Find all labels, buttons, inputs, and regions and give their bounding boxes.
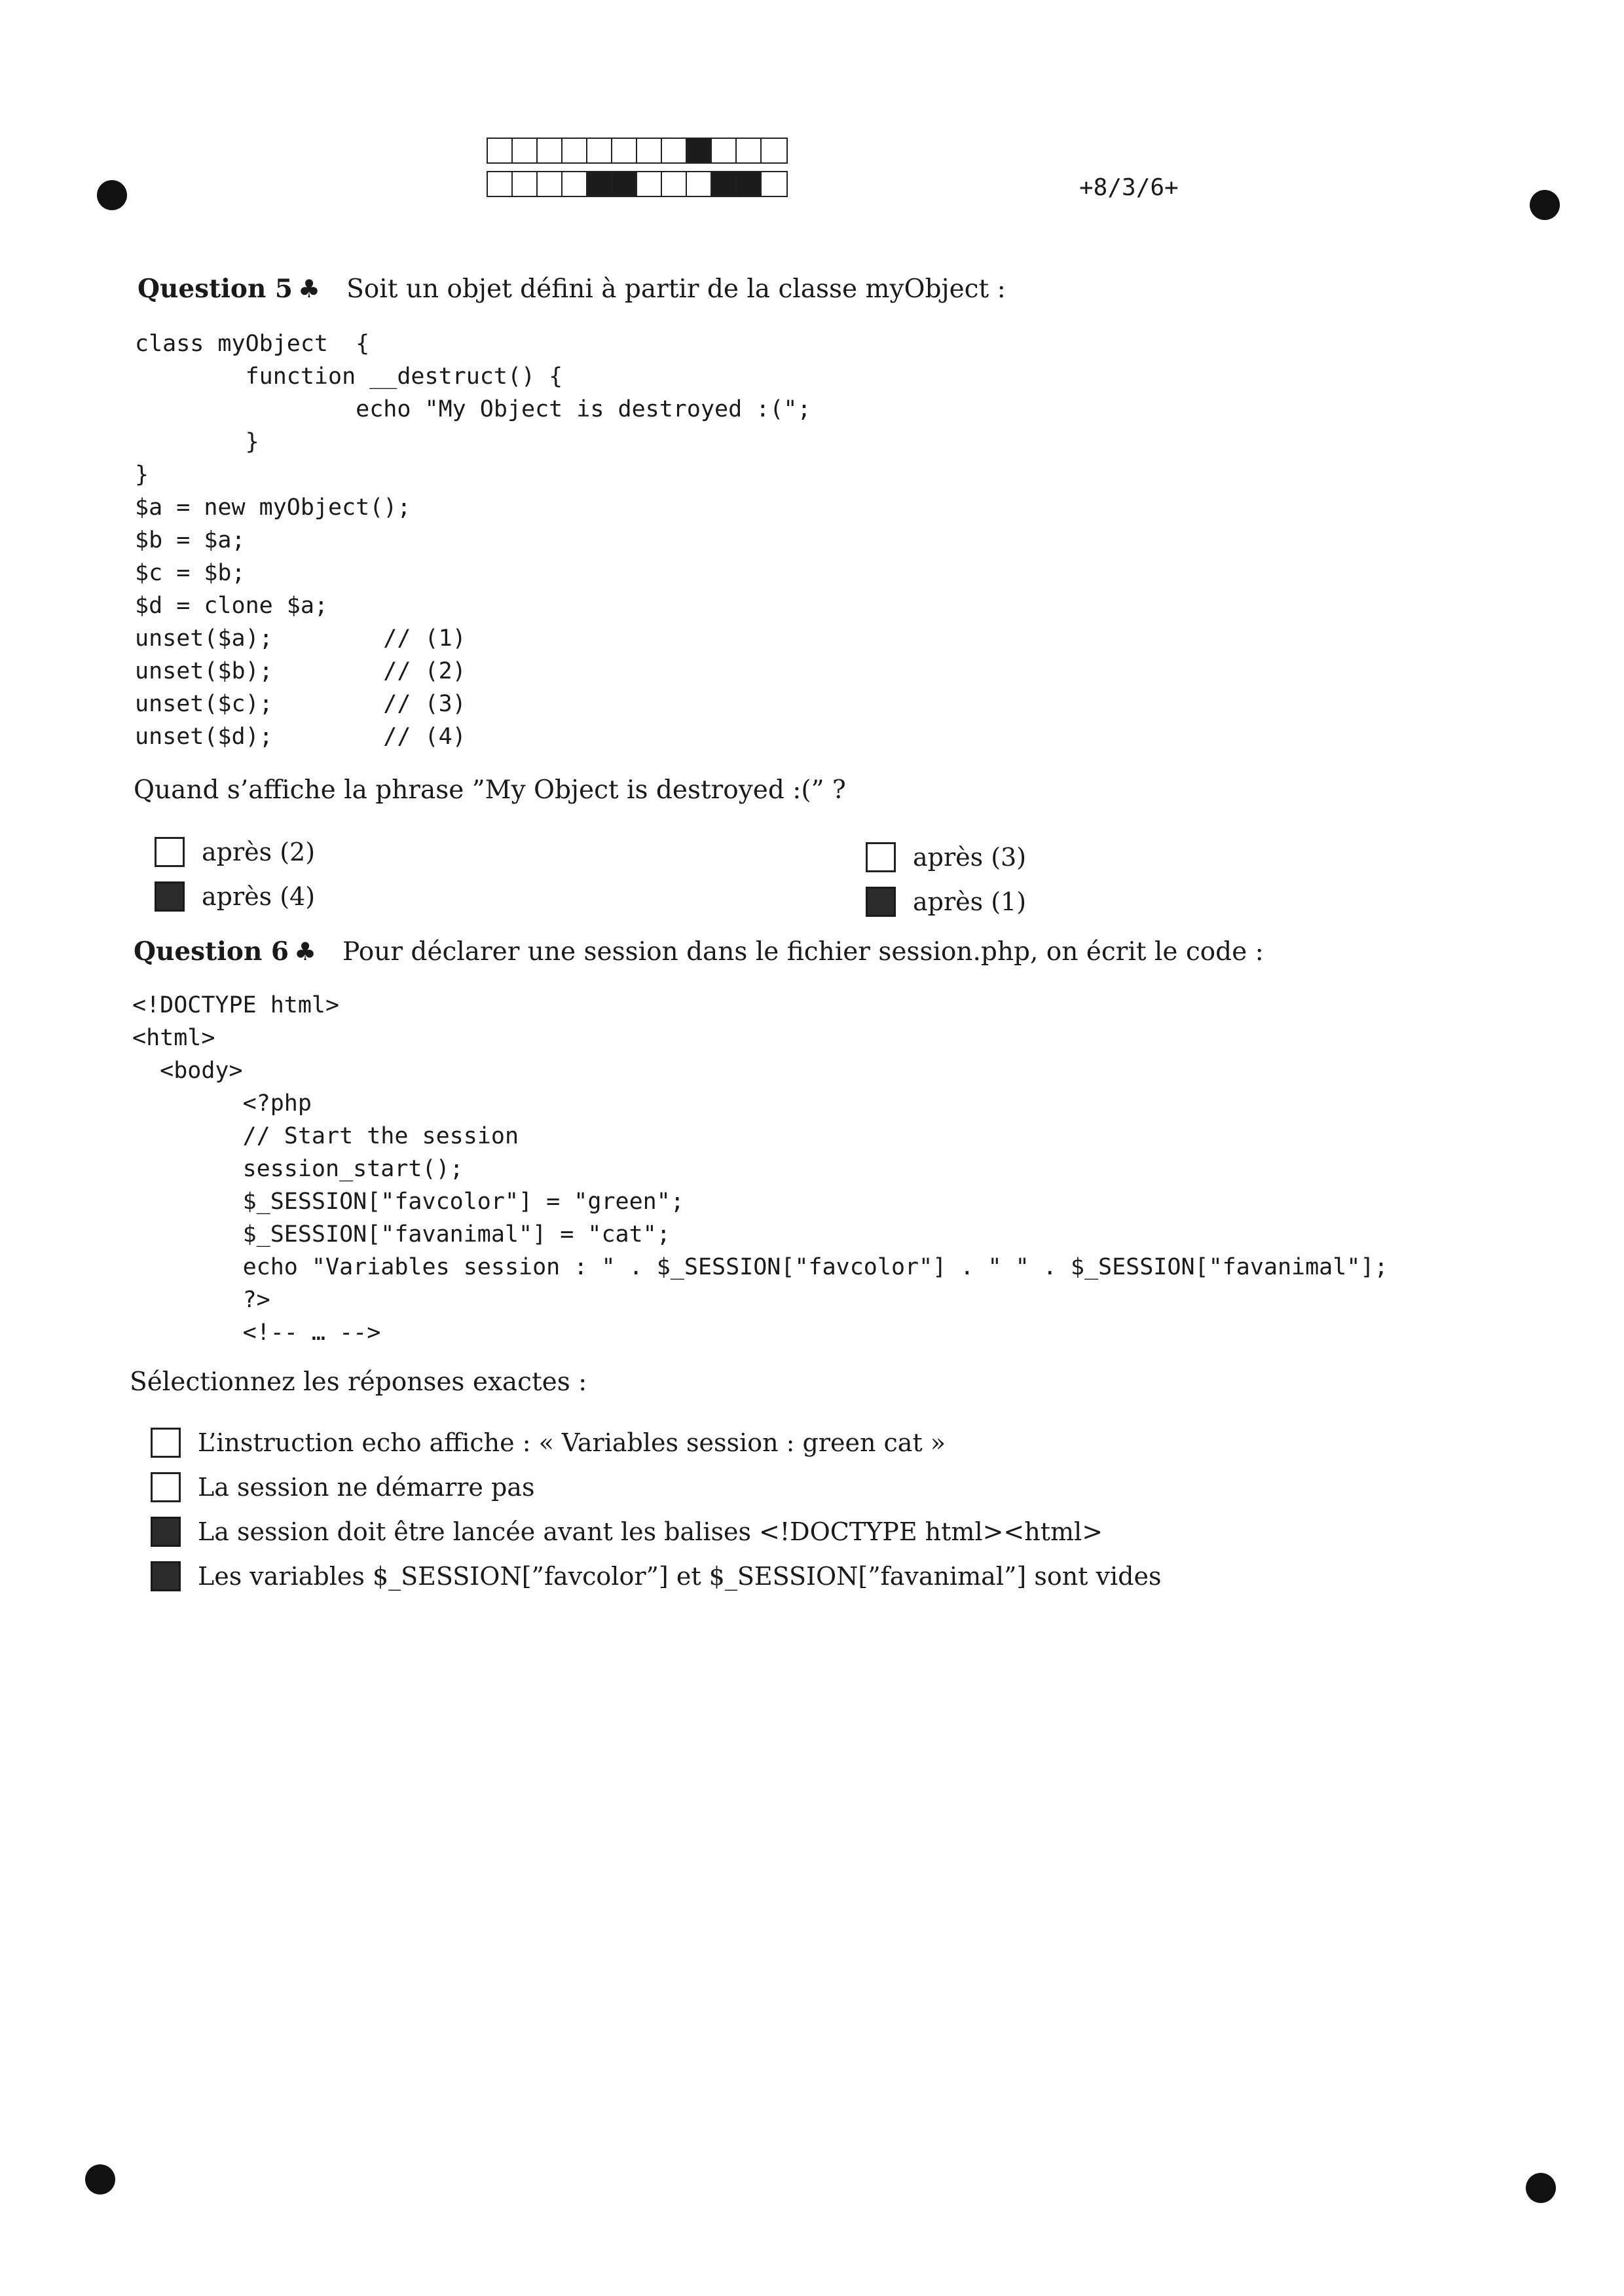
barcode-cell [762, 172, 786, 196]
question-5-prompt: Quand s’affiche la phrase ”My Object is destroyed :(” ? [134, 775, 846, 805]
checkbox[interactable] [866, 842, 896, 872]
barcode-cell [687, 172, 712, 196]
club-icon: ♣ [298, 274, 321, 303]
q5-option-1[interactable] [155, 837, 315, 867]
question-5-text: Soit un objet défini à partir de la classe myObject : [346, 274, 1006, 304]
barcode-cell [712, 139, 737, 162]
club-icon: ♣ [294, 937, 317, 966]
option-label: La session ne démarre pas [198, 1473, 535, 1502]
barcode-cell [587, 139, 612, 162]
option-label: L’instruction echo affiche : « Variables session : green cat » [198, 1428, 946, 1457]
registration-mark-top-left [97, 180, 127, 210]
barcode-cell [612, 139, 637, 162]
barcode-cell [762, 139, 786, 162]
option-label: après (4) [202, 882, 316, 911]
barcode-row-1 [487, 138, 788, 164]
barcode-cell [687, 139, 712, 162]
question-6-label: Question 6 [134, 936, 289, 967]
barcode-cell [538, 139, 563, 162]
question-6-code: <!DOCTYPE html> <html> <body> <?php // Start the session session_start(); $_SESSION["favcolor"] = "green"; $_SESSION["favanimal"] = "cat"; echo "Variables session : " . $_SESSION["favcolor"] . " " . $_SESSION["favanimal"]; ?> <!-- … --> [132, 992, 1388, 1346]
barcode-cell [612, 172, 637, 196]
q6-option-4[interactable] [151, 1561, 1161, 1591]
barcode-cell [513, 172, 538, 196]
option-label: après (3) [913, 843, 1027, 872]
checkbox[interactable] [155, 837, 185, 867]
barcode-cell [538, 172, 563, 196]
option-label: Les variables $_SESSION[”favcolor”] et $_SESSION[”favanimal”] sont vides [198, 1562, 1162, 1591]
barcode-cell [488, 139, 513, 162]
page-id: +8/3/6+ [1079, 174, 1179, 201]
registration-mark-top-right [1530, 190, 1560, 220]
barcode-cell [662, 139, 687, 162]
checkbox[interactable] [151, 1472, 181, 1502]
checkbox[interactable] [151, 1428, 181, 1458]
option-label: après (2) [202, 838, 316, 866]
q6-option-3[interactable] [151, 1517, 1103, 1547]
barcode-cell [712, 172, 737, 196]
question-5-label: Question 5 [138, 274, 293, 304]
question-6-text: Pour déclarer une session dans le fichier session.php, on écrit le code : [342, 937, 1264, 967]
option-label: La session doit être lancée avant les balises <!DOCTYPE html><html> [198, 1517, 1103, 1546]
barcode-cell [563, 172, 587, 196]
q5-option-2[interactable] [866, 842, 1026, 872]
barcode-cell [563, 139, 587, 162]
question-6-heading [134, 936, 1264, 967]
barcode-cell [587, 172, 612, 196]
barcode-cell [637, 139, 662, 162]
registration-mark-bottom-left [85, 2164, 115, 2194]
q6-option-2[interactable] [151, 1472, 534, 1502]
checkbox[interactable] [155, 881, 185, 912]
checkbox[interactable] [151, 1561, 181, 1591]
q5-option-4[interactable] [866, 887, 1026, 917]
q6-option-1[interactable] [151, 1428, 946, 1458]
barcode-cell [637, 172, 662, 196]
question-5-code: class myObject { function __destruct() { echo "My Object is destroyed :("; } } $a = new myObject(); $b = $a; $c = $b; $d = clone $a; unset($a); // (1) unset($b); // (2) unset($c); // (3) unset($d); // (4) [135, 331, 811, 750]
option-label: après (1) [913, 887, 1027, 916]
barcode-cell [662, 172, 687, 196]
registration-mark-bottom-right [1526, 2173, 1556, 2203]
barcode-cell [737, 139, 762, 162]
barcode-row-2 [487, 171, 788, 197]
question-6-prompt: Sélectionnez les réponses exactes : [130, 1367, 587, 1397]
q5-option-3[interactable] [155, 881, 315, 912]
barcode-cell [488, 172, 513, 196]
barcode-cell [513, 139, 538, 162]
checkbox[interactable] [151, 1517, 181, 1547]
question-5-heading [138, 274, 1006, 304]
barcode-cell [737, 172, 762, 196]
checkbox[interactable] [866, 887, 896, 917]
